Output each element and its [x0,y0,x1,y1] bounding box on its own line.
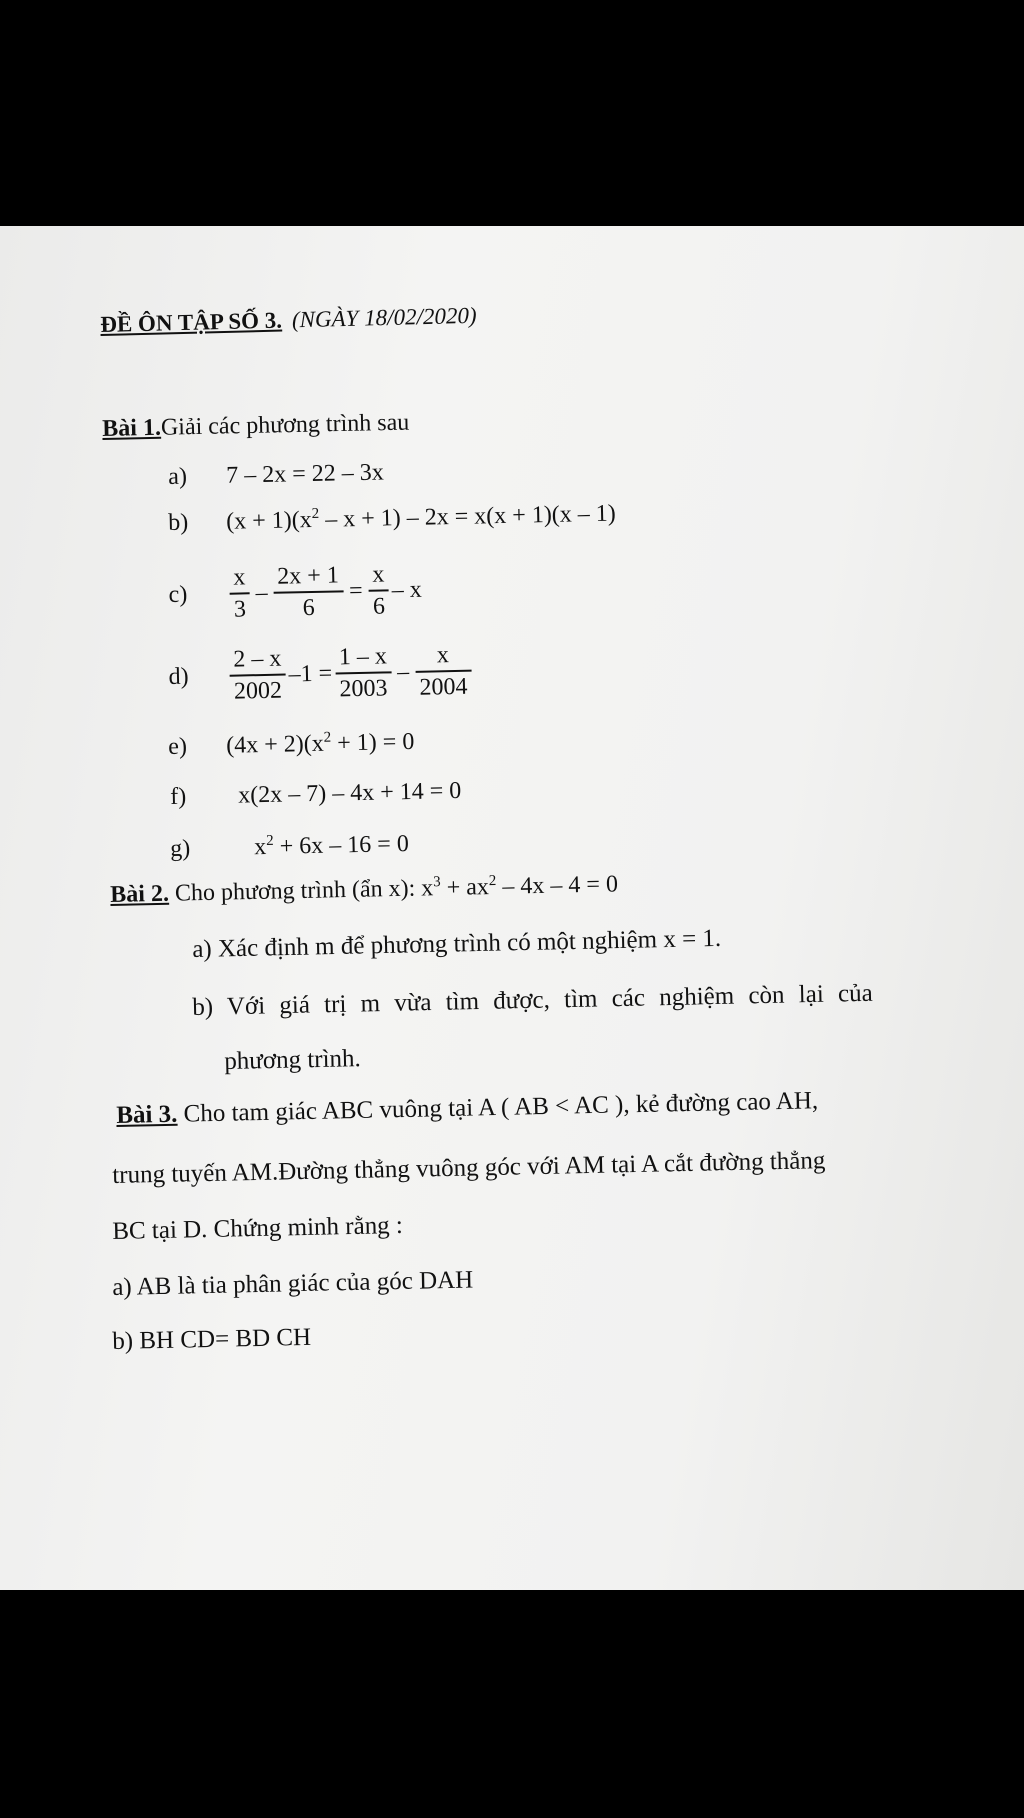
bai2-part-b-line2: phương trình. [224,1045,362,1075]
eq-d-frac3: $\frac{x}{2004}$ [414,640,471,703]
eq-b-part1: (x + 1)(x [225,506,313,535]
title-date: (NGÀY 18/02/2020) [291,302,477,333]
eq-d-frac2: $\frac{1 - x}{2003}$ [335,641,392,704]
eq-d-frac1: $\frac{2 - x}{2002}$ [229,644,286,707]
eq-e-part1: (4x + 2)(x [225,730,325,759]
eq-d-mid: –1 = [288,660,333,687]
eq-g-part1: x [253,833,267,861]
bai3-part-b: b) BH CD= BD CH [112,1323,312,1355]
bai2-exp3: 3 [432,874,441,891]
eq-c-frac2: $\frac{2x + 1}{6}$ [273,560,344,623]
bai1-instruction: Giải các phương trình sau [160,409,410,441]
page-title [100,292,900,338]
eq-g [170,831,409,863]
eq-c-label: c) [168,581,188,608]
eq-g-part2: + 6x – 16 = 0 [273,831,410,860]
bai3-line2: trung tuyến AM.Đường thẳng vuông góc với AM tại A cắt đường thẳng [112,1147,826,1189]
bai3-line3: BC tại D. Chứng minh rằng : [112,1211,404,1245]
bai3-label: Bài 3. [116,1100,178,1129]
paper-sheet [0,226,1024,1590]
eq-g-label: g) [170,835,191,862]
bai3-line1 [116,1087,818,1130]
eq-a-text: 7 – 2x = 22 – 3x [225,459,385,489]
bai3-part-a: a) AB là tia phân giác của góc DAH [112,1266,474,1301]
title-heading: ĐỀ ÔN TẬP SỐ 3. [100,307,283,337]
eq-b-exponent: 2 [311,505,320,522]
bai2-intro: Cho phương trình (ẩn x): [168,875,422,907]
eq-e-part2: + 1) = 0 [330,728,415,757]
eq-b-part2: – x + 1) – 2x = x(x + 1)(x – 1) [318,500,617,533]
eq-b [168,501,616,537]
bai2-part-b-line1: b) Với giá trị m vừa tìm được, tìm các nghiệm còn lại của [192,979,873,1021]
eq-f-label: f) [170,783,187,810]
bai1-heading [102,410,409,443]
eq-c: c) $\frac{x}{3}$ – $\frac{2x + 1}{6}$ = $\frac{x}{6}$ – x [168,559,422,626]
eq-a [168,459,384,491]
eq-a-label: a) [168,463,188,490]
bai2-heading [110,871,618,909]
eq-c-frac1: $\frac{x}{3}$ [229,562,250,624]
bai3-line1-text: Cho tam giác ABC vuông tại A ( AB < AC ), kẻ đường cao AH, [177,1087,819,1128]
eq-g-exponent: 2 [265,832,274,849]
eq-d-label: d) [168,663,189,690]
eq-f-text: x(2x – 7) – 4x + 14 = 0 [237,777,462,809]
bai2-eq-part2: + ax [440,874,490,902]
eq-e-label: e) [168,733,188,760]
eq-d: d) $\frac{2 - x}{2002}$ –1 = $\frac{1 - x}{2003}$ – $\frac{x}{2004}$ [168,640,475,708]
eq-b-label: b) [168,509,189,536]
bai2-eq-part3: – 4x – 4 = 0 [496,871,619,900]
eq-c-tail: – x [391,576,422,603]
bai2-part-a: a) Xác định m để phương trình có một nghiệm x = 1. [192,924,722,963]
bai2-eq-part1: x [420,875,434,902]
eq-e-exponent: 2 [323,729,332,746]
bai2-label: Bài 2. [110,880,170,908]
eq-e [168,729,415,761]
eq-f [170,778,462,811]
bai1-label: Bài 1. [102,414,162,442]
eq-c-frac3: $\frac{x}{6}$ [368,559,389,621]
bai2-exp2: 2 [488,872,497,890]
